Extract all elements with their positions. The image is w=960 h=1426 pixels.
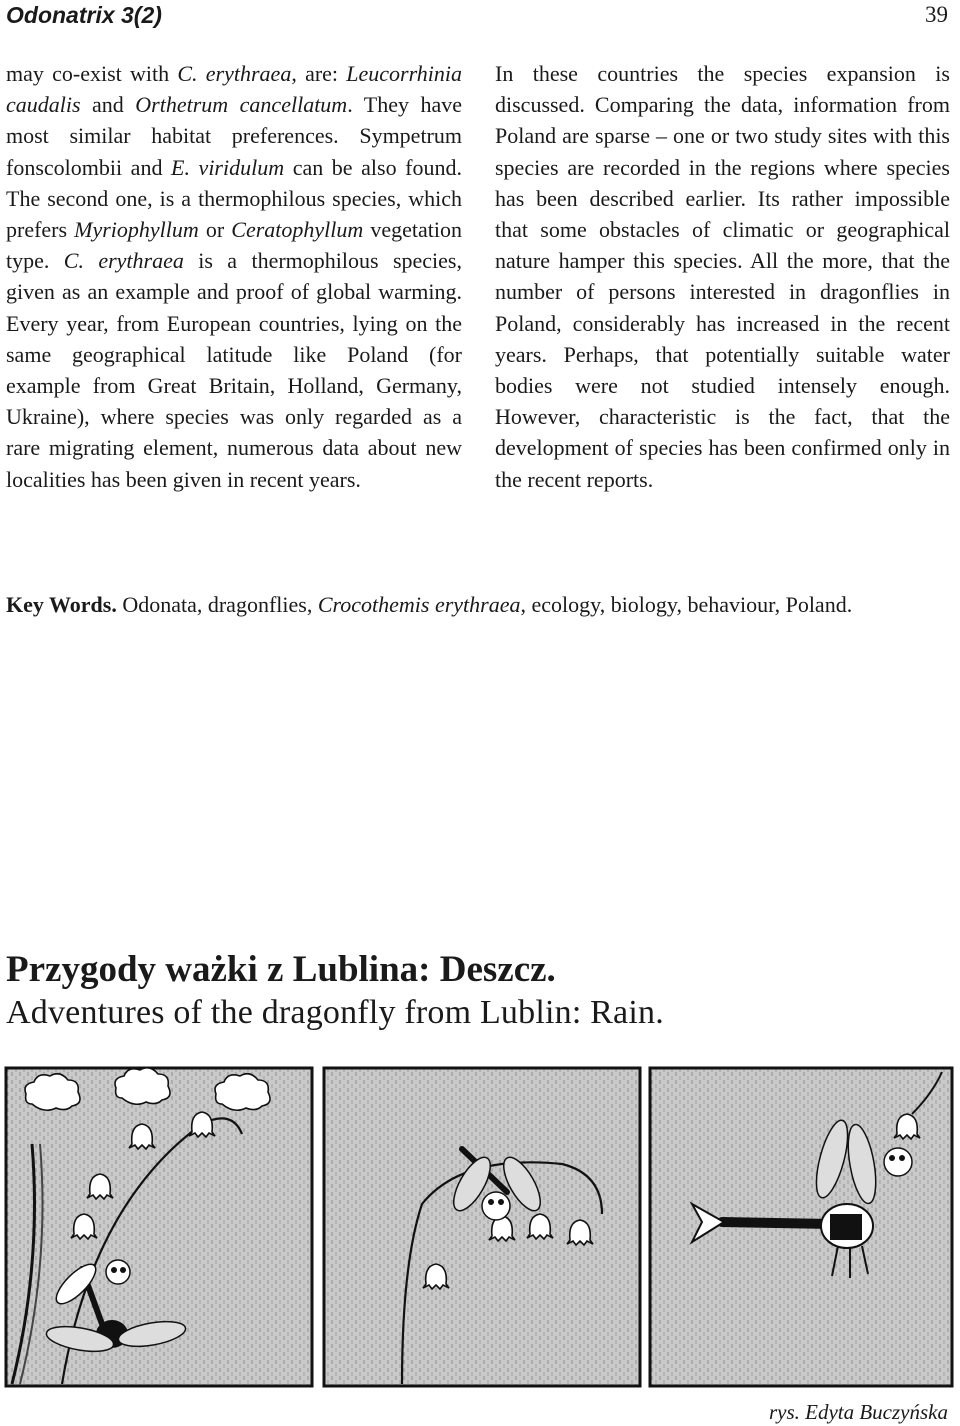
italic-species-name: Ceratophyllum	[231, 217, 364, 243]
italic-species-name: C. erythraea	[177, 61, 292, 86]
keywords-text-1: Odonata, dragonflies,	[116, 592, 318, 617]
italic-species-name: Leucorrhinia caudalis	[6, 61, 463, 118]
italic-species-name: C. erythraea	[63, 248, 184, 274]
journal-title: Odonatrix 3(2)	[6, 2, 162, 28]
illustration-credit: rys. Edyta Buczyńska	[768, 1400, 948, 1424]
comic-panel-1	[6, 1068, 312, 1386]
keywords-text-2: , ecology, biology, behaviour, Poland.	[520, 592, 853, 617]
keywords-label: Key Words.	[6, 592, 117, 617]
comic-panel-3	[650, 1068, 952, 1386]
page-number: 39	[925, 2, 948, 27]
left-column-text	[6, 58, 462, 495]
comic-strip	[2, 1064, 956, 1394]
body-text: vegetation type.	[6, 217, 463, 274]
body-text: can be also found. The second one, is a thermophilous species, which prefers	[6, 154, 462, 243]
comic-panel-2	[324, 1068, 640, 1386]
keywords-species: Crocothemis erythraea	[317, 592, 521, 617]
comic-subtitle: Adventures of the dragonfly from Lublin: Rain.	[6, 994, 664, 1031]
body-text: . They have most similar habitat preferences. Sympetrum fonscolombii and	[6, 92, 462, 180]
body-text: , are:	[291, 61, 347, 86]
italic-species-name: Myriophyllum	[74, 217, 199, 243]
body-text: and	[80, 92, 136, 118]
body-text: or	[198, 217, 232, 243]
body-text: is a thermophilous species, given as an example and proof of global warming. Every year, from European countries, lying on the same geographical latitude like Poland (for example from Great Britain, Holland, Germany, Ukraine), where species was only regarded as a rare migrating element, numerous data about new localities has been given in recent years.	[6, 248, 462, 492]
italic-species-name: Orthetrum cancellatum	[135, 92, 348, 118]
comic-title: Przygody ważki z Lublina: Deszcz.	[6, 949, 556, 990]
right-column-text: In these countries the species expansion is discussed. Comparing the data, information from Poland are sparse – one or two study sites with this species are recorded in the regions where species has been described earlier. Its rather impossible that some obstacles of climatic or geographical nature hamper this species. All the more, that the number of persons interested in dragonflies in Poland, considerably has increased in the recent years. Perhaps, that potentially suitable water bodies were not studied intensely enough. However, characteristic is the fact, that the development of species has been confirmed only in the recent reports.	[495, 61, 950, 492]
keywords-paragraph	[6, 589, 952, 620]
body-text: may co-exist with	[6, 61, 178, 86]
italic-species-name: E. viridulum	[171, 154, 285, 180]
